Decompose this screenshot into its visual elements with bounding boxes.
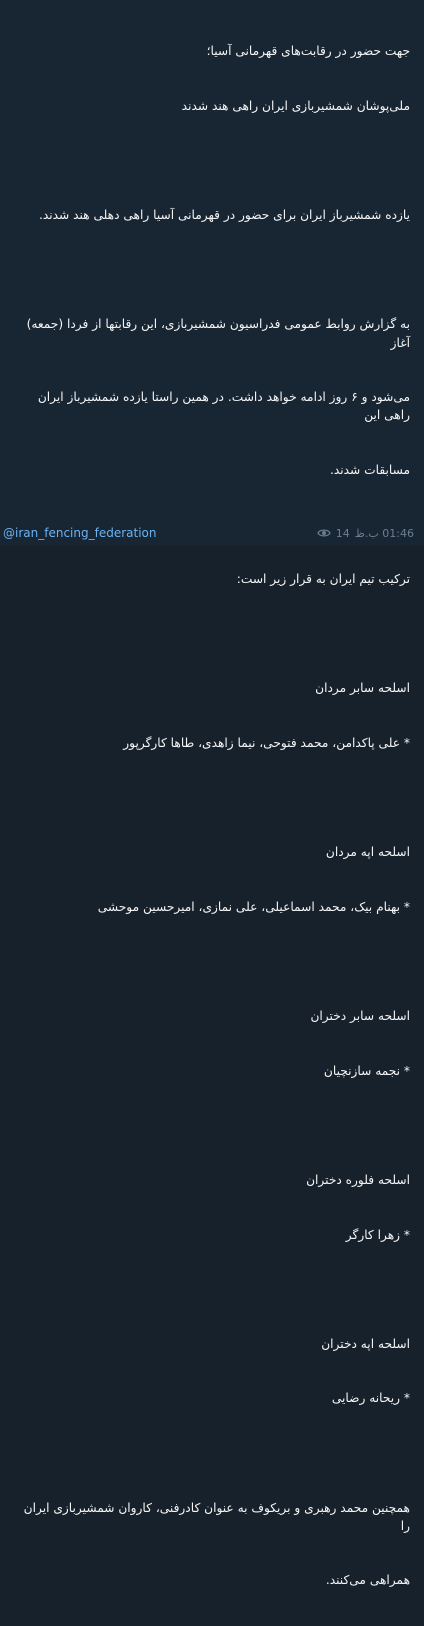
message-line: اسلحه اپه دختران <box>321 1336 410 1351</box>
message-line: * علی پاکدامن، محمد فتوحی، نیما زاهدی، طاها کارگرپور <box>123 736 410 751</box>
line-gap <box>12 261 410 279</box>
message-meta <box>317 527 414 540</box>
message-line: * نجمه سازنچیان <box>323 1063 410 1078</box>
message-time: 01:46 ب.ظ <box>354 526 414 540</box>
line-gap <box>12 1444 410 1462</box>
message-line: * زهرا کارگر <box>345 1227 410 1242</box>
line-gap <box>12 1280 410 1298</box>
line-gap <box>12 625 410 643</box>
message-line: همچنین محمد رهبری و بریکوف به عنوان کادرفنی، کاروان شمشیربازی ایران را <box>19 1500 410 1533</box>
line-gap <box>12 789 410 807</box>
message-line: به گزارش روابط عمومی فدراسیون شمشیربازی، این رقابتها از فردا (جمعه) آغاز <box>22 317 410 350</box>
message-line: یازده شمشیرباز ایران برای حضور در قهرمانی آسیا راهی دهلی هند شدند. <box>38 208 410 223</box>
message-line: اسلحه سابر دختران <box>310 1009 410 1024</box>
message-line: می‌شود و ۶ روز ادامه خواهد داشت. در همین راستا یازده شمشیرباز ایران راهی این <box>33 390 410 423</box>
line-gap <box>12 952 410 970</box>
message-line: مسابقات شدند. <box>329 463 410 478</box>
view-count: 14 <box>335 526 350 540</box>
eye-icon <box>317 528 331 538</box>
line-gap <box>12 152 410 170</box>
channel-signature-link[interactable]: @iran_fencing_federation <box>3 526 157 540</box>
message-line: ترکیب تیم ایران به قرار زیر است: <box>236 572 410 587</box>
message-line: * بهنام بیک، محمد اسماعیلی، علی نمازی، امیرحسین موحشی <box>97 899 410 914</box>
message-line: اسلحه فلوره دختران <box>306 1172 410 1187</box>
message-line: ملی‌پوشان شمشیربازی ایران راهی هند شدند <box>181 99 410 114</box>
message-line: اسلحه سابر مردان <box>315 681 410 696</box>
message-line: * ریحانه رضایی <box>331 1391 410 1406</box>
line-gap <box>12 1116 410 1134</box>
message-line: جهت حضور در رقابت‌های قهرمانی آسیا؛ <box>206 44 410 59</box>
message-line: اسلحه اپه مردان <box>325 845 410 860</box>
message-text <box>12 6 410 1626</box>
message-line: همراهی می‌کنند. <box>325 1573 410 1588</box>
message-footer <box>0 520 424 546</box>
